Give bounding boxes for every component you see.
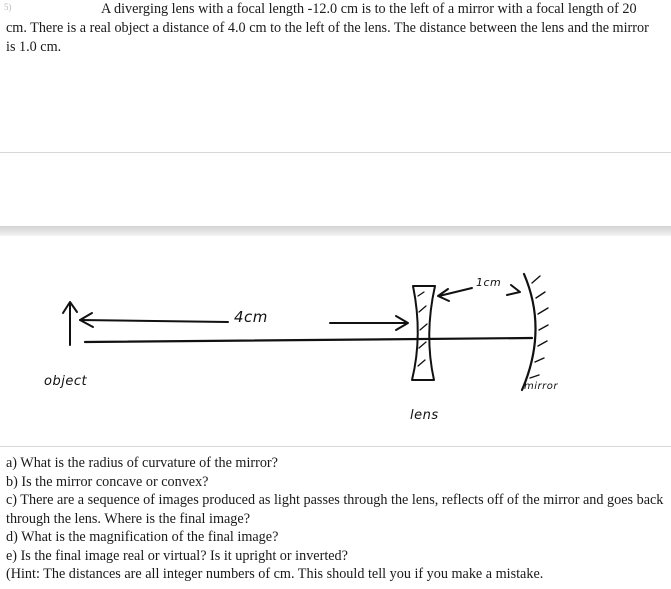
distance-line-left [80, 320, 228, 322]
question-a: a) What is the radius of curvature of the mirror? [6, 455, 278, 471]
problem-statement [6, 0, 656, 57]
gap-label: 1cm [476, 276, 502, 289]
divider-line [0, 152, 671, 153]
optical-axis [85, 338, 532, 342]
question-list [6, 454, 666, 584]
question-e: e) Is the final image real or virtual? Is it upright or inverted? [6, 547, 348, 564]
scan-band [0, 226, 671, 236]
object-label: object [44, 374, 88, 389]
mirror [522, 274, 536, 390]
distance-label: 4cm [234, 308, 268, 326]
question-b: b) Is the mirror concave or convex? [6, 473, 209, 490]
question-c: c) There are a sequence of images produced as light passes through the lens, reflects off of the mirror and goes back through the lens. Where is the final image? [6, 492, 664, 527]
problem-number: 5) [4, 2, 12, 12]
question-d: d) What is the magnification of the final image? [6, 529, 279, 545]
optics-sketch [0, 236, 671, 454]
problem-text: A diverging lens with a focal length -12.0 cm is to the left of a mirror with a focal length of 20 cm. There is a real object a distance of 4.0 cm to the left of the lens. The distance between the lens and the mirror is 1.0 cm. [6, 1, 649, 55]
diverging-lens [412, 286, 435, 380]
mirror-hatching [530, 276, 548, 378]
lens-label: lens [410, 408, 439, 423]
divider-line-lower [0, 446, 671, 447]
mirror-label: mirror [524, 381, 558, 392]
hint: (Hint: The distances are all integer numbers of cm. This should tell you if you make a mistake. [6, 566, 544, 582]
gap-arrowhead-right [507, 285, 520, 295]
